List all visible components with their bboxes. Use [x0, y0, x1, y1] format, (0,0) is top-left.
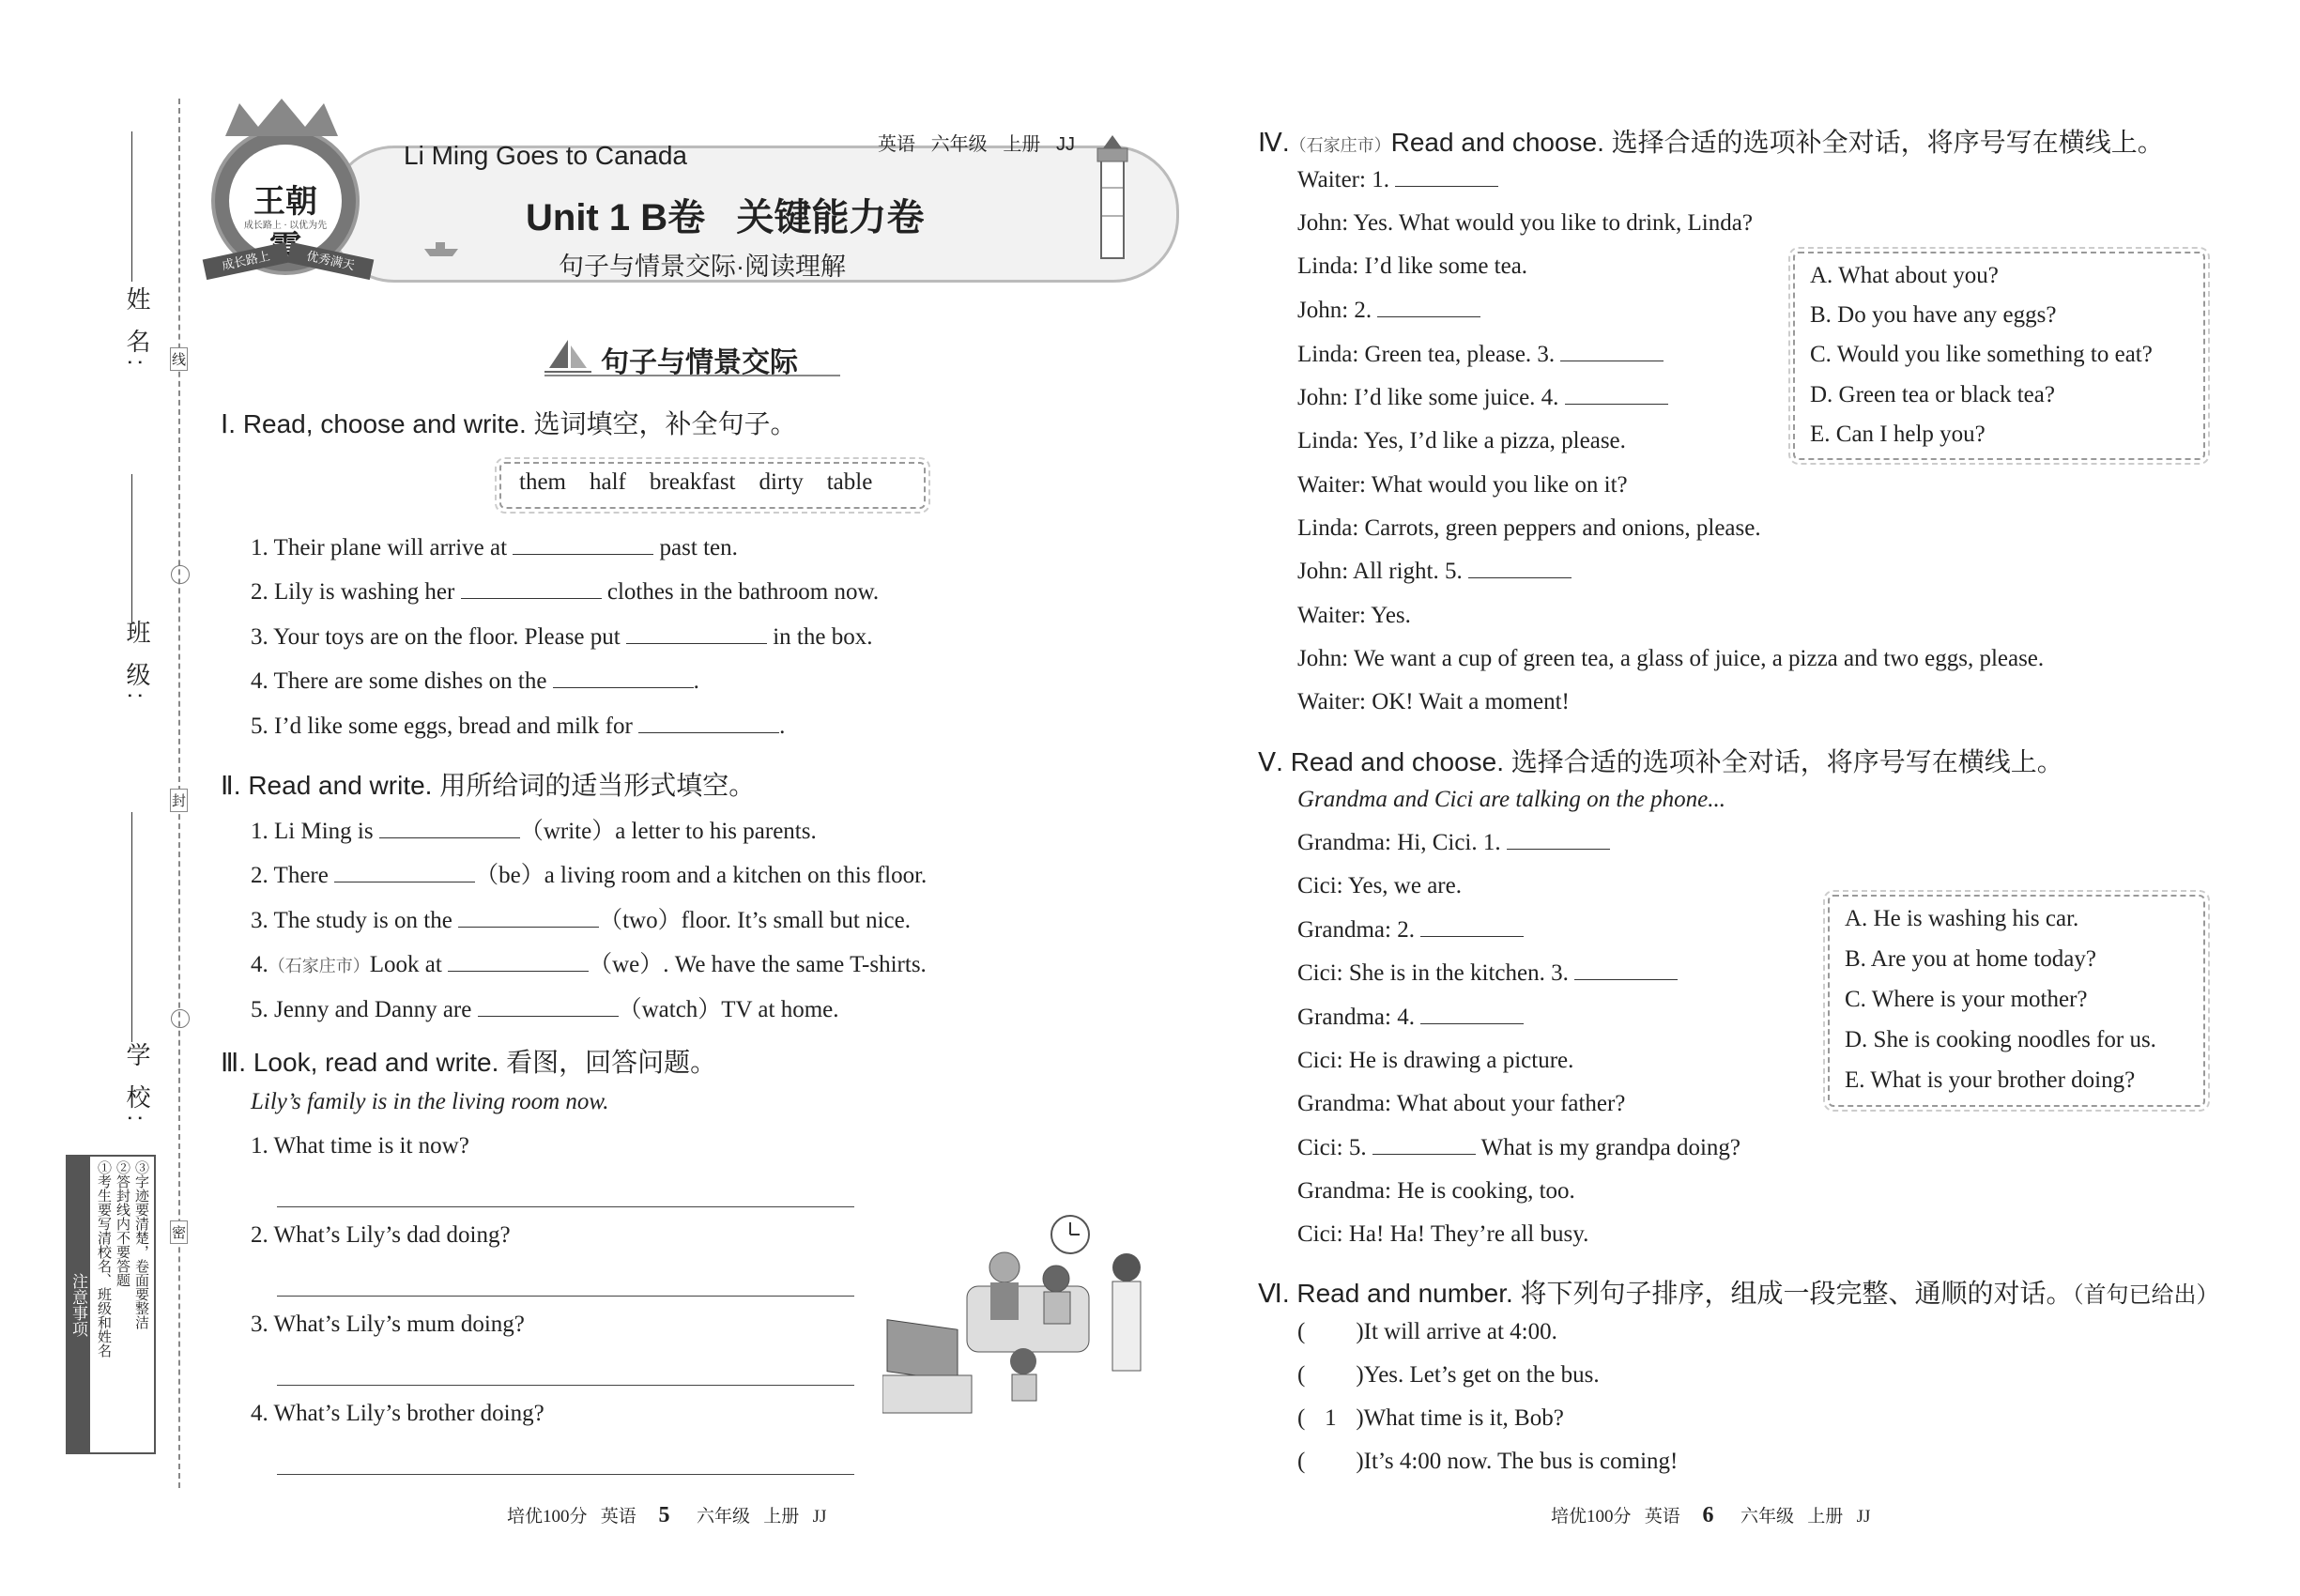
name-label: 姓 名: — [123, 286, 151, 372]
answer-blank[interactable] — [1468, 576, 1572, 578]
page-number: 5 — [658, 1503, 670, 1527]
V-option-D: D. She is cooking noodles for us. — [1845, 1027, 2156, 1052]
note-2: ②答封线内不要答题 — [115, 1160, 130, 1287]
I-item-5: 5. I’d like some eggs, bread and milk for . — [251, 714, 786, 739]
V-option-C: C. Where is your mother? — [1845, 987, 2088, 1012]
section-VI-title: Ⅵ. Read and number. 将下列句子排序，组成一段完整、通顺的对话。（首句已给出） — [1258, 1279, 2219, 1308]
V-option-B: B. Are you at home today? — [1845, 946, 2096, 972]
VI-item-1: ( )It will arrive at 4:00. — [1297, 1319, 1557, 1344]
slogan-right: 优秀满天 — [287, 242, 375, 280]
V-option-A: A. He is washing his car. — [1845, 906, 2079, 931]
seal-char-xian: 线 — [170, 347, 188, 371]
IV-line-8: Waiter: What would you like on it? — [1297, 472, 1628, 498]
V-line-9: Grandma: He is cooking, too. — [1297, 1178, 1575, 1204]
notes-title: 注意事项 — [68, 1157, 90, 1452]
notes-box — [66, 1155, 156, 1454]
VI-item-4: ( )It’s 4:00 now. The bus is coming! — [1297, 1449, 1679, 1474]
V-intro: Grandma and Cici are talking on the phone... — [1297, 787, 1725, 812]
seal-char-feng: 封 — [170, 789, 188, 812]
III-intro: Lily’s family is in the living room now. — [251, 1089, 609, 1114]
V-line-1: Grandma: Hi, Cici. 1. — [1297, 830, 1610, 856]
answer-blank[interactable] — [1565, 403, 1668, 405]
IV-line-4: John: 2. — [1297, 298, 1480, 324]
III-question-2: 2. What’s Lily’s dad doing? — [251, 1222, 511, 1248]
left-footer: 培优100分 英语 5 六年级 上册 JJ — [507, 1503, 827, 1527]
answer-blank[interactable] — [553, 686, 694, 688]
lesson-title: Li Ming Goes to Canada — [404, 141, 687, 170]
answer-blank[interactable] — [1574, 978, 1678, 980]
answer-blank[interactable] — [1377, 315, 1480, 317]
answer-blank[interactable] — [626, 642, 767, 644]
unit-title: Unit 1 B卷 关键能力卷 — [526, 197, 925, 238]
brand-logo — [211, 127, 360, 275]
V-line-7: Grandma: What about your father? — [1297, 1091, 1626, 1116]
section-banner: 句子与情景交际 — [601, 347, 798, 378]
binding-hole-icon — [171, 1009, 190, 1028]
IV-line-5: Linda: Green tea, please. 3. — [1297, 342, 1664, 368]
V-line-8: Cici: 5. What is my grandpa doing? — [1297, 1135, 1740, 1160]
V-line-3: Grandma: 2. — [1297, 917, 1524, 944]
IV-line-11: Waiter: Yes. — [1297, 603, 1411, 628]
answer-blank[interactable] — [334, 881, 475, 882]
answer-blank[interactable] — [379, 836, 520, 838]
V-line-10: Cici: Ha! Ha! They’re all busy. — [1297, 1221, 1589, 1247]
I-item-2: 2. Lily is washing her clothes in the bathroom now. — [251, 579, 880, 605]
name-line[interactable] — [131, 131, 132, 282]
note-3: ③字迹要清楚，卷面要整洁 — [133, 1160, 148, 1329]
class-label: 班 级: — [123, 620, 151, 705]
IV-line-12: John: We want a cup of green tea, a glass of juice, a pizza and two eggs, please. — [1297, 646, 2045, 671]
section-III-title: Ⅲ. Look, read and write. 看图，回答问题。 — [221, 1048, 717, 1077]
answer-blank[interactable] — [458, 926, 599, 928]
page-number: 6 — [1702, 1503, 1714, 1527]
ship-icon — [422, 239, 460, 258]
I-item-3: 3. Your toys are on the floor. Please put in the box. — [251, 624, 873, 650]
II-item-4: 4.（石家庄市）Look at （we）. We have the same T-shirts. — [251, 952, 927, 977]
VI-item-2: ( )Yes. Let’s get on the bus. — [1297, 1362, 1600, 1388]
IV-option-C: C. Would you like something to eat? — [1810, 342, 2153, 367]
answer-blank[interactable] — [1507, 848, 1610, 850]
answer-blank[interactable] — [478, 1015, 619, 1017]
family-living-room-illustration — [882, 1211, 1164, 1427]
answer-blank[interactable] — [1560, 360, 1664, 361]
topics-subtitle: 句子与情景交际·阅读理解 — [559, 253, 846, 281]
IV-option-D: D. Green tea or black tea? — [1810, 382, 2055, 407]
class-line[interactable] — [131, 474, 132, 624]
V-line-5: Grandma: 4. — [1297, 1005, 1524, 1031]
section-I-title: Ⅰ. Read, choose and write. 选词填空，补全句子。 — [221, 409, 797, 438]
header-meta: 英语 六年级 上册 JJ — [878, 134, 1076, 155]
answer-blank[interactable] — [448, 970, 589, 972]
IV-line-10: John: All right. 5. — [1297, 559, 1572, 585]
school-line[interactable] — [131, 812, 132, 1042]
III-question-1: 1. What time is it now? — [251, 1133, 469, 1159]
school-label: 学 校: — [123, 1042, 151, 1128]
answer-blank[interactable] — [638, 731, 779, 733]
brand-tagline: 成长路上 · 以优为先 — [243, 221, 328, 231]
answer-blank[interactable] — [513, 553, 653, 555]
banner-underline — [544, 375, 840, 376]
II-item-1: 1. Li Ming is （write）a letter to his parents. — [251, 819, 817, 844]
answer-line[interactable] — [277, 1474, 854, 1475]
V-line-4: Cici: She is in the kitchen. 3. — [1297, 960, 1678, 987]
answer-blank[interactable] — [1395, 185, 1498, 187]
binding-hole-icon — [171, 565, 190, 584]
section-V-title: Ⅴ. Read and choose. 选择合适的选项补全对话，将序号写在横线上。 — [1258, 747, 2063, 776]
slogan-left: 成长路上 — [203, 242, 290, 280]
right-footer: 培优100分 英语 6 六年级 上册 JJ — [1551, 1503, 1871, 1527]
lighthouse-icon — [1084, 131, 1141, 263]
V-option-E: E. What is your brother doing? — [1845, 1067, 2136, 1093]
IV-line-2: John: Yes. What would you like to drink, Linda? — [1297, 210, 1753, 236]
IV-line-9: Linda: Carrots, green peppers and onions, please. — [1297, 515, 1761, 541]
I-item-1: 1. Their plane will arrive at past ten. — [251, 535, 738, 560]
IV-line-1: Waiter: 1. — [1297, 167, 1498, 193]
word-bank: them half breakfast dirty table — [519, 469, 873, 495]
V-line-2: Cici: Yes, we are. — [1297, 873, 1462, 898]
III-question-3: 3. What’s Lily’s mum doing? — [251, 1312, 525, 1337]
II-item-3: 3. The study is on the （two）floor. It’s small but nice. — [251, 908, 911, 933]
I-item-4: 4. There are some dishes on the . — [251, 668, 699, 694]
sailboat-icon — [544, 338, 591, 376]
answer-line[interactable] — [277, 1206, 854, 1207]
IV-option-B: B. Do you have any eggs? — [1810, 302, 2057, 328]
VI-item-3: ( 1 )What time is it, Bob? — [1297, 1405, 1564, 1431]
section-IV-title: Ⅳ.（石家庄市）Read and choose. 选择合适的选项补全对话，将序号写在横线上。 — [1258, 128, 2164, 157]
II-item-5: 5. Jenny and Danny are （watch）TV at home. — [251, 997, 839, 1022]
section-II-title: Ⅱ. Read and write. 用所给词的适当形式填空。 — [221, 771, 756, 800]
IV-line-3: Linda: I’d like some tea. — [1297, 253, 1528, 279]
IV-line-6: John: I’d like some juice. 4. — [1297, 385, 1668, 411]
III-question-4: 4. What’s Lily’s brother doing? — [251, 1401, 544, 1426]
answer-blank[interactable] — [461, 597, 602, 599]
IV-line-13: Waiter: OK! Wait a moment! — [1297, 689, 1570, 714]
IV-option-A: A. What about you? — [1810, 263, 1999, 288]
answer-line[interactable] — [277, 1385, 854, 1386]
II-item-2: 2. There （be）a living room and a kitchen on this floor. — [251, 863, 928, 888]
order-blank[interactable]: 1 — [1325, 1405, 1337, 1431]
brand-name: 王朝 — [253, 183, 317, 221]
answer-blank[interactable] — [1372, 1153, 1476, 1155]
answer-blank[interactable] — [1420, 1022, 1524, 1024]
IV-line-7: Linda: Yes, I’d like a pizza, please. — [1297, 428, 1626, 453]
note-1: ①考生要写清校名、班级和姓名 — [96, 1160, 111, 1358]
answer-line[interactable] — [277, 1296, 854, 1297]
crown-icon — [216, 94, 347, 141]
IV-option-E: E. Can I help you? — [1810, 422, 1986, 447]
seal-char-mi: 密 — [170, 1220, 188, 1244]
V-line-6: Cici: He is drawing a picture. — [1297, 1048, 1574, 1073]
answer-blank[interactable] — [1420, 935, 1524, 937]
